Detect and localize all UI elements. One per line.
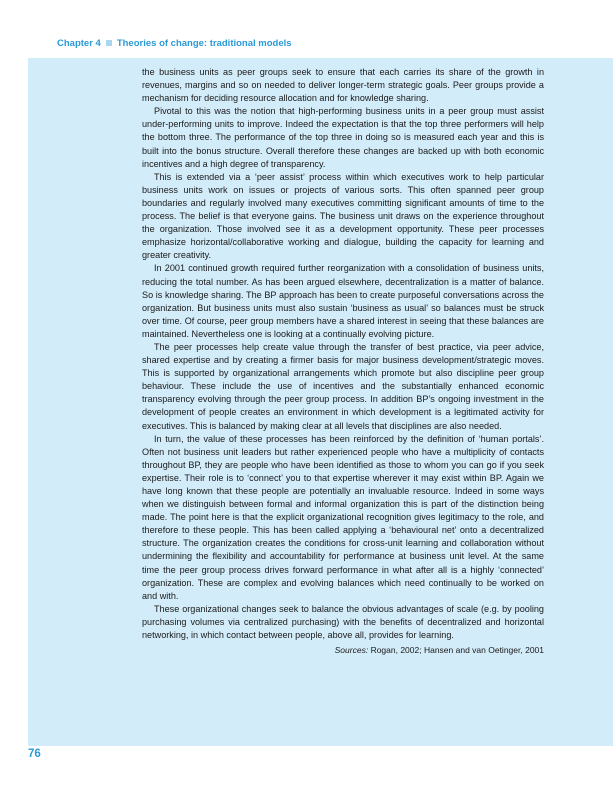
sources-label: Sources:	[334, 645, 369, 656]
paragraph: Pivotal to this was the notion that high-performing business units in a peer group must assist under-performing units to improve. Indeed the expectation is that the top three performers will help the bottom three. The performance of the top three in doing so is measured each year and this is built into the bonus structure. Overall therefore these changes are backed up with both economic incentives and a high degree of transparency.	[142, 106, 544, 169]
square-bullet-icon	[106, 40, 112, 46]
paragraph: These organizational changes seek to balance the obvious advantages of scale (e.g. by pooling purchasing volumes via centralized purchasing) with the benefits of decentralized and horizontal networking, in which contact between people, above all, provides for learning.	[142, 603, 544, 641]
running-header	[57, 38, 292, 49]
sources-text: Rogan, 2002; Hansen and van Oetinger, 2001	[370, 645, 544, 656]
sources-line	[142, 644, 544, 657]
chapter-title: Theories of change: traditional models	[116, 38, 292, 49]
case-study-text	[142, 66, 544, 657]
page-number: 76	[28, 748, 41, 760]
paragraph: The peer processes help create value through the transfer of best practice, via peer advice, shared expertise and by creating a firmer basis for major business development/strategic moves. This is supported by organizational arrangements which promote but also discipline peer group behaviour. These include the use of incentives and the substantially enhanced economic transparency evolving through the peer group process. In addition BP’s ongoing investment in the development of people creates an environment in which development is a legitimated activity for executives. This is balanced by making clear at all levels that disciplines are also needed.	[142, 341, 544, 431]
paragraph: the business units as peer groups seek to ensure that each carries its share of the growth in revenues, margins and so on needed to deliver longer-term strategic goals. Peer groups provide a mechanism for deciding resource allocation and for knowledge sharing.	[142, 67, 544, 104]
paragraph: This is extended via a ‘peer assist’ process within which executives work to help particular business units work on issues or projects of various sorts. This often spanned peer group boundaries and regularly involved many executives committing significant amounts of time to the process. The belief is that everyone gains. The business unit draws on the experience throughout the organization. Those involved see it as a development opportunity. These peer processes emphasize horizontal/collaborative working and dialogue, building the capacity for learning and greater creativity.	[142, 171, 544, 261]
paragraph: In turn, the value of these processes has been reinforced by the definition of ‘human portals’. Often not business unit leaders but rather experienced people who have a multiplicity of contacts throughout BP, they are people who have been identified as those to whom you can go if you seek expertise. Their role is to ‘connect’ you to that expertise wherever it may exist within BP. Again we have long known that these people are potentially an invaluable resource. Indeed in some ways when we distinguish between formal and informal organization this is part of the distinction being made. The point here is that the explicit organizational recognition gives legitimacy to the role, and therefore to these people. This has been called applying a ‘behavioural net’ onto a decentralized structure. The organization creates the conditions for cross-unit learning and collaboration without undermining the flexibility and accountability for performance at business unit level. At the same time the peer group process drives forward performance in what after all is a highly ‘connected’ organization. These are complex and evolving balances which need continually to be worked on and with.	[142, 433, 544, 601]
paragraph: In 2001 continued growth required further reorganization with a consolidation of business units, reducing the total number. As has been argued elsewhere, decentralization is a matter of balance. So is knowledge sharing. The BP approach has been to create purposeful conversations across the organization. But business units must also sustain ‘business as usual’ so balances must be struck over time. Of course, peer group members have a shared interest in seeing that these balances are maintained. Nevertheless one is looking at a continually evolving picture.	[142, 263, 544, 339]
chapter-label: Chapter 4	[57, 38, 101, 49]
